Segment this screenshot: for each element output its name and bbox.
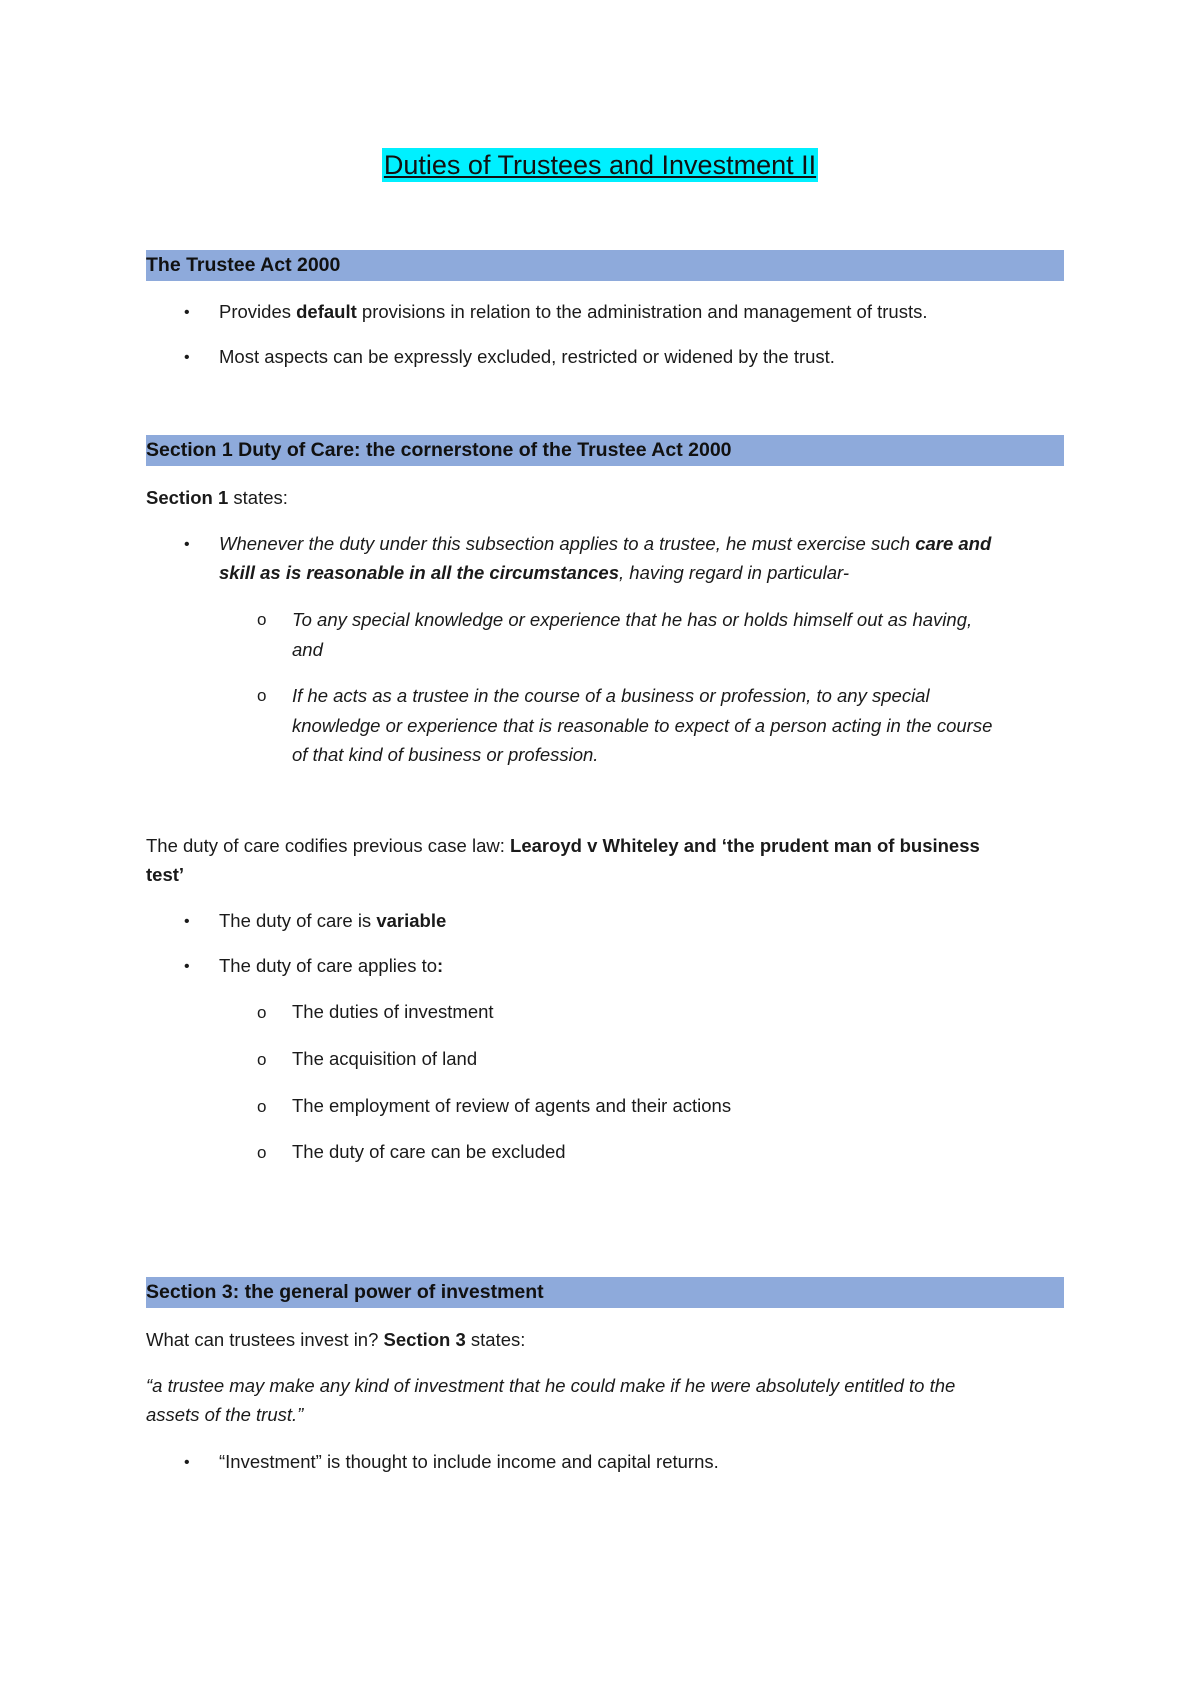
text-span: What can trustees invest in? [146, 1329, 384, 1350]
text-span: The duty of care applies to [219, 955, 438, 976]
sub-list-item: If he acts as a trustee in the course of a business or profession, to any special [292, 685, 930, 706]
section-heading-text: The Trustee Act 2000 [146, 254, 341, 276]
sub-bullet-icon: o [257, 1143, 267, 1162]
bullet-icon: • [184, 913, 190, 930]
quote-line: “a trustee may make any kind of investment that he could make if he were absolutely entitled to the [146, 1375, 956, 1396]
section-heading-trustee-act [146, 250, 1064, 281]
paragraph [146, 486, 288, 510]
title-wrap [0, 148, 1200, 182]
bullet-icon: • [184, 958, 190, 975]
bullet-icon: • [184, 349, 190, 366]
list-item [219, 909, 446, 933]
bold-span: : [437, 955, 444, 976]
text-span: The duty of care is [219, 910, 377, 931]
sub-list-item: The acquisition of land [292, 1048, 478, 1069]
quote-line [219, 532, 991, 556]
bold-span: care and [915, 533, 992, 554]
quote-line: assets of the trust.” [146, 1404, 304, 1425]
section-heading-section-3 [146, 1277, 1064, 1308]
sub-list-item: The duty of care can be excluded [292, 1141, 566, 1162]
text-span: Provides [219, 301, 297, 322]
bullet-icon: • [184, 304, 190, 321]
section-heading-section-1 [146, 435, 1064, 466]
text-span: , having regard in particular- [619, 562, 850, 583]
sub-bullet-icon: o [257, 610, 267, 629]
text-span: provisions in relation to the administration and management of trusts. [356, 301, 928, 322]
paragraph [146, 1328, 525, 1352]
list-item: “Investment” is thought to include income and capital returns. [219, 1451, 719, 1472]
bold-span: Section 3 [383, 1329, 466, 1350]
sub-list-item: To any special knowledge or experience that he has or holds himself out as having, [292, 609, 973, 630]
bold-span: skill as is reasonable in all the circumstances [219, 562, 619, 583]
list-item: Most aspects can be expressly excluded, restricted or widened by the trust. [219, 346, 835, 367]
bold-span: default [296, 301, 357, 322]
paragraph-cont: test’ [146, 864, 185, 885]
sub-bullet-icon: o [257, 1003, 267, 1022]
section-heading-text: Section 1 Duty of Care: the cornerstone of the Trustee Act 2000 [146, 439, 732, 461]
text-span: The duty of care codifies previous case law: [146, 835, 511, 856]
sub-bullet-icon: o [257, 1097, 267, 1116]
bullet-icon: • [184, 1454, 190, 1471]
sub-list-item-cont: and [292, 639, 323, 660]
text-span: states: [228, 487, 288, 508]
section-heading-text: Section 3: the general power of investment [146, 1281, 544, 1303]
bold-span: variable [376, 910, 447, 931]
list-item [219, 300, 927, 324]
sub-list-item: The duties of investment [292, 1001, 494, 1022]
page-title: Duties of Trustees and Investment II [383, 150, 817, 180]
bold-span: Learoyd v Whiteley and ‘the prudent man of business [510, 835, 980, 856]
list-item [219, 954, 443, 978]
sub-list-item: The employment of review of agents and their actions [292, 1095, 732, 1116]
sub-bullet-icon: o [257, 686, 267, 705]
paragraph [146, 834, 980, 858]
text-span: states: [465, 1329, 526, 1350]
sub-list-item-cont: of that kind of business or profession. [292, 744, 599, 765]
quote-line [219, 561, 849, 585]
bold-span: Section 1 [146, 487, 229, 508]
sub-bullet-icon: o [257, 1050, 267, 1069]
sub-list-item-cont: knowledge or experience that is reasonable to expect of a person acting in the course [292, 715, 993, 736]
text-span: Whenever the duty under this subsection applies to a trustee, he must exercise such [219, 533, 916, 554]
bullet-icon: • [184, 536, 190, 553]
